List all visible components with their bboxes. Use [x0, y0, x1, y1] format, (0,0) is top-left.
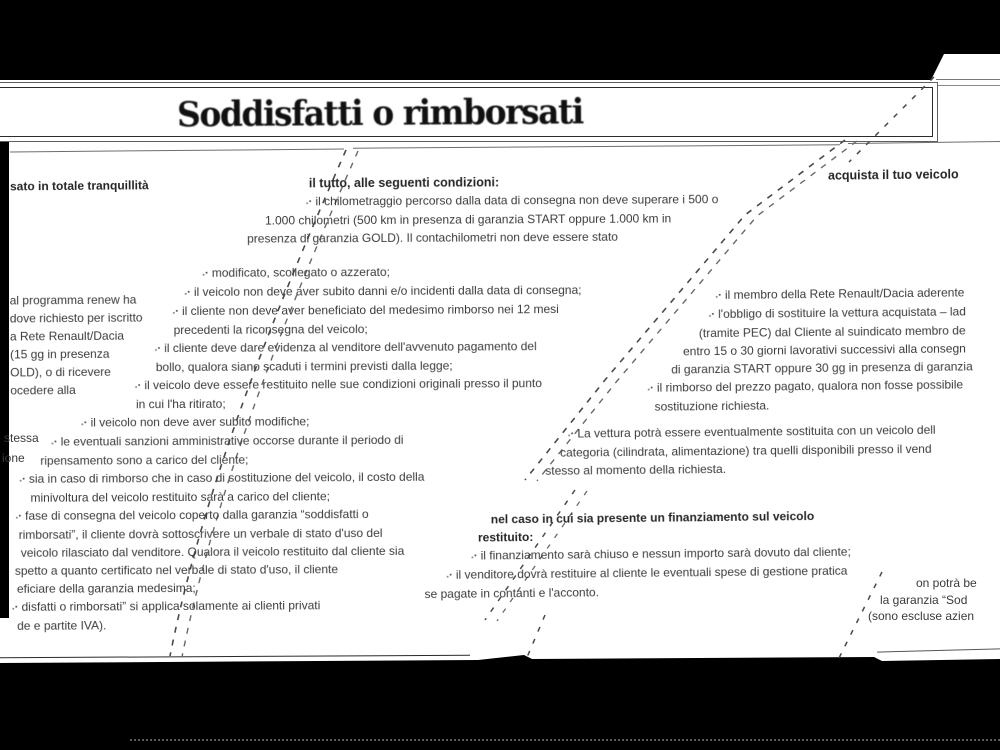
text-fragment: la garanzia “Sod — [880, 593, 968, 607]
bullet-marker-icon: ▪ — [711, 311, 715, 319]
bullet-marker-icon: ▪ — [84, 419, 87, 427]
scan-bottom-band — [0, 650, 1000, 750]
text-line-content: OLD), o di ricevere — [10, 364, 111, 380]
text-line-content: restituito: — [477, 529, 534, 545]
text-fragment: stessa — [4, 431, 39, 445]
titlebox-border-fragment — [938, 85, 1000, 86]
text-line-content: il venditore dovrà restituire al cliente le eventuali spese di gestione pratica — [455, 563, 848, 582]
text-line-content: a Rete Renault/Dacia — [9, 328, 125, 344]
text-line-content: precedenti la riconsegna del veicolo; — [173, 322, 368, 338]
text-line-content: sia in caso di rimborso che in caso di sostituzione del veicolo, il costo della — [28, 469, 425, 486]
bullet-marker-icon: ▪ — [137, 382, 141, 390]
scan-dotted-line — [130, 739, 1000, 741]
text-line-content: stesso al momento della richiesta. — [545, 461, 727, 478]
bullet-marker-icon: ▪ — [718, 291, 721, 300]
text-line-content: spetto a quanto certificato nel verbale di stato d'uso, il cliente — [14, 562, 339, 578]
scan-left-bar — [0, 96, 9, 618]
text-line-content: 1.000 chilometri (500 km in presenza di garanzia START oppure 1.000 km in — [265, 211, 672, 228]
text-line-content: il chilometraggio percorso dalla data di consegna non deve superare i 500 o — [315, 192, 719, 209]
page-title: Soddisfatti o rimborsati — [176, 89, 584, 135]
bullet-marker-icon: ▪ — [22, 475, 25, 483]
left-column-top-border — [10, 149, 344, 153]
text-line-content: se pagate in contanti e l'acconto. — [424, 585, 600, 602]
bullet-marker-icon: ▪ — [187, 288, 190, 296]
text-line-content: al programma renew ha — [9, 292, 137, 308]
right-column-bottom-border — [877, 648, 1000, 652]
bullet-marker-icon: ▪ — [205, 269, 208, 277]
text-line-content: il membro della Rete Renault/Dacia aderente — [724, 285, 965, 302]
bullet-marker-icon: ▪ — [474, 552, 477, 560]
right-column-list — [418, 283, 1000, 603]
right-column — [418, 283, 1000, 603]
title-box — [0, 82, 938, 142]
text-line-content: le eventuali sanzioni amministrative occorse durante il periodo di — [60, 432, 404, 449]
text-line-content: minivoltura del veicolo restituito sarà a carico del cliente; — [30, 489, 331, 505]
text-line-content: il veicolo non deve aver subito danni e/o incidenti dalla data di consegna; — [193, 282, 582, 299]
text-line-content: presenza di garanzia GOLD). Il contachilometri non deve essere stato — [247, 229, 619, 246]
text-line-content: sostituzione richiesta. — [654, 398, 770, 414]
text-line-content: in cui l'ha ritirato; — [135, 396, 226, 412]
text-line-content: il veicolo deve essere restituito nelle sue condizioni originali presso il punto — [144, 376, 542, 393]
text-line-content: veicolo rilasciato dal venditore. Qualora il veicolo restituito dal cliente sia — [20, 543, 405, 560]
text-line-content: eficiare della garanzia medesima; — [16, 580, 196, 596]
text-line-content: l'obbligo di sostituire la vettura acquistata – lad — [718, 304, 966, 322]
scan-top-band — [0, 0, 1000, 80]
text-line-content: ocedere alla — [10, 383, 76, 398]
text-fragment: (sono escluse azien — [868, 609, 975, 623]
text-line-content: il rimborso del prezzo pagato, qualora non fosse possibile — [656, 377, 964, 395]
text-line-content: disfatti o rimborsati” si applica solamente ai clienti privati — [21, 598, 321, 614]
bullet-marker-icon: ▪ — [54, 438, 57, 446]
text-line-content: il veicolo non deve aver subito modifiche; — [90, 414, 310, 430]
text-line-content: de e partite IVA). — [17, 618, 107, 633]
right-column-heading: acquista il tuo veicolo — [827, 167, 959, 183]
titlebox-border-fragment — [936, 79, 1000, 80]
bullet-marker-icon: ▪ — [157, 345, 161, 353]
text-line-content: ripensamento sono a carico del cliente; — [40, 452, 249, 468]
text-line — [15, 613, 735, 635]
text-fragment: on potrà be — [916, 576, 977, 590]
text-line-content: nel caso in cui sia presente un finanziamento sul veicolo — [490, 509, 815, 527]
text-line-content: il finanziamento sarà chiuso e nessun importo sarà dovuto dal cliente; — [480, 544, 851, 563]
title-box-inner-border — [0, 87, 933, 137]
text-line-content: (tramite PEC) dal Cliente al suindicato membro de — [698, 323, 966, 341]
text-line-content: il cliente deve dare evidenza al venditore dell'avvenuto pagamento del — [164, 339, 537, 356]
scan-bottom-line — [0, 655, 470, 658]
text-line-content: categoria (cilindrata, alimentazione) tra quelli disponibili presso il vend — [560, 441, 932, 460]
text-fragment: ione — [2, 451, 25, 465]
text-line-content: dove richiesto per iscritto — [9, 310, 143, 326]
bullet-marker-icon: ▪ — [308, 198, 312, 206]
middle-column-heading: il tutto, alle seguenti condizioni: — [308, 175, 500, 191]
bullet-marker-icon: ▪ — [650, 384, 653, 392]
text-line-content: rimborsati”, il cliente dovrà sottoscrivere un verbale di stato d'uso del — [18, 525, 383, 542]
bullet-marker-icon: ▪ — [175, 308, 179, 316]
text-line-content: (15 gg in presenza — [10, 346, 110, 362]
text-line-content: entro 15 o 30 giorni lavorativi successivi alla consegn — [682, 341, 966, 359]
bullet-marker-icon: ▪ — [15, 603, 18, 611]
text-line-content: il cliente non deve aver beneficiato del medesimo rimborso nei 12 mesi — [181, 302, 559, 319]
text-line-content: fase di consegna del veicolo coperto dalla garanzia “soddisfatti o — [25, 507, 369, 523]
left-column-heading: sato in totale tranquillità — [9, 178, 149, 194]
text-line-content: di garanzia START oppure 30 gg in presenza di garanzia — [671, 359, 973, 377]
bullet-marker-icon: ▪ — [570, 430, 574, 438]
bullet-marker-icon: ▪ — [449, 571, 452, 579]
text-line-content: modificato, scollegato o azzerato; — [211, 264, 390, 280]
text-line-content: bollo, qualora siano scaduti i termini previsti dalla legge; — [155, 358, 453, 375]
middle-column-top-border — [353, 144, 840, 148]
text-line — [13, 209, 733, 231]
text-line — [13, 227, 733, 249]
text-line-content: La vettura potrà essere eventualmente sostituita con un veicolo dell — [577, 422, 936, 441]
bullet-marker-icon: ▪ — [18, 512, 22, 520]
